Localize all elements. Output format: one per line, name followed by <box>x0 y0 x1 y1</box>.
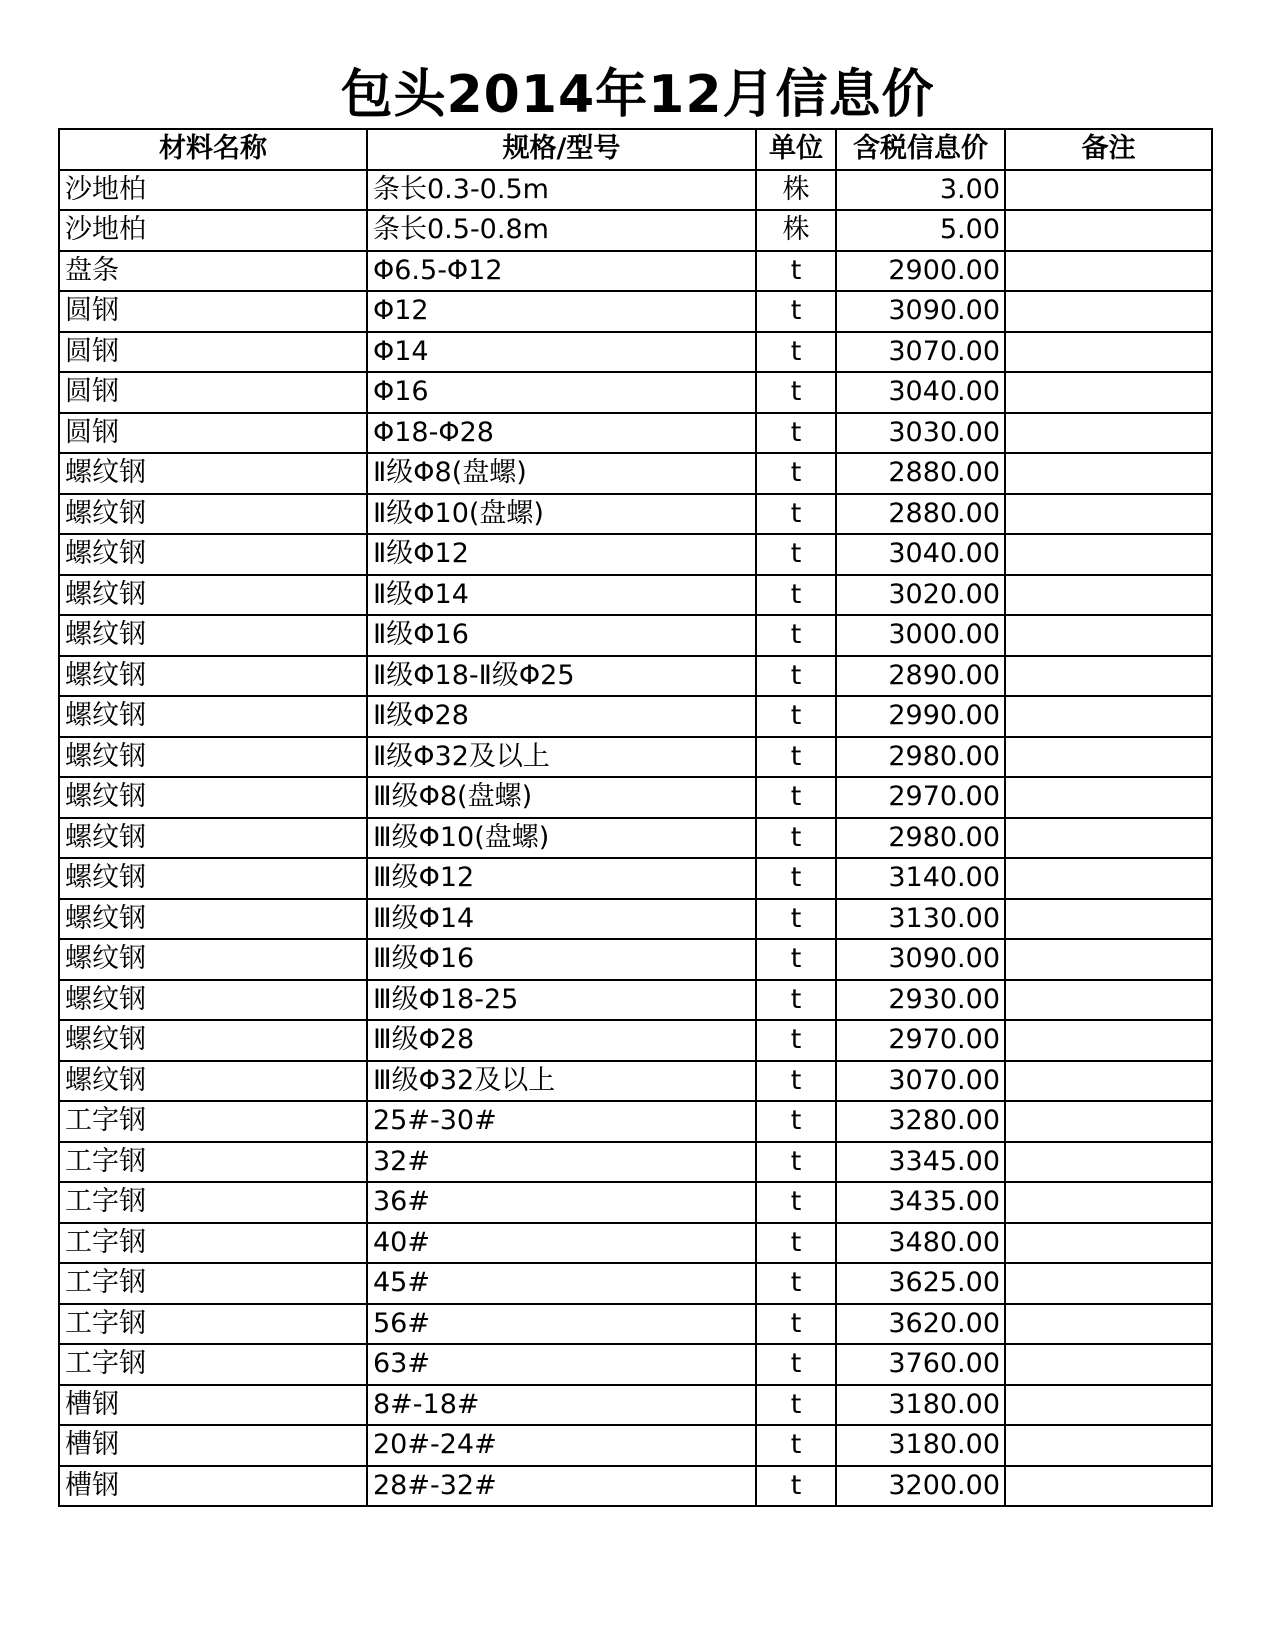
header-unit: 单位 <box>756 129 836 170</box>
cell-material-name: 工字钢 <box>59 1223 367 1264</box>
cell-price: 2900.00 <box>836 251 1005 292</box>
cell-unit: t <box>756 615 836 656</box>
cell-unit: t <box>756 656 836 697</box>
table-row <box>59 1466 1212 1507</box>
cell-unit: t <box>756 1425 836 1466</box>
cell-note <box>1005 737 1212 778</box>
table-row <box>59 291 1212 332</box>
cell-price: 3040.00 <box>836 534 1005 575</box>
cell-unit: t <box>756 251 836 292</box>
cell-note <box>1005 575 1212 616</box>
cell-material-name: 螺纹钢 <box>59 453 367 494</box>
cell-price: 5.00 <box>836 210 1005 251</box>
cell-spec-model: Ⅲ级Φ8(盘螺) <box>367 777 756 818</box>
cell-material-name: 圆钢 <box>59 291 367 332</box>
table-row <box>59 1304 1212 1345</box>
cell-material-name: 圆钢 <box>59 413 367 454</box>
cell-material-name: 沙地柏 <box>59 210 367 251</box>
cell-price: 3000.00 <box>836 615 1005 656</box>
cell-note <box>1005 170 1212 211</box>
cell-spec-model: 63# <box>367 1344 756 1385</box>
table-row <box>59 534 1212 575</box>
cell-note <box>1005 1101 1212 1142</box>
table-row <box>59 1344 1212 1385</box>
cell-note <box>1005 1020 1212 1061</box>
cell-unit: t <box>756 1466 836 1507</box>
cell-unit: t <box>756 291 836 332</box>
cell-unit: t <box>756 1263 836 1304</box>
cell-spec-model: Φ12 <box>367 291 756 332</box>
table-row <box>59 939 1212 980</box>
cell-price: 3435.00 <box>836 1182 1005 1223</box>
cell-material-name: 螺纹钢 <box>59 656 367 697</box>
cell-price: 3620.00 <box>836 1304 1005 1345</box>
cell-spec-model: 32# <box>367 1142 756 1183</box>
cell-price: 2890.00 <box>836 656 1005 697</box>
table-row <box>59 251 1212 292</box>
cell-note <box>1005 696 1212 737</box>
cell-spec-model: 40# <box>367 1223 756 1264</box>
table-row <box>59 575 1212 616</box>
cell-spec-model: Ⅲ级Φ10(盘螺) <box>367 818 756 859</box>
cell-spec-model: 条长0.3-0.5m <box>367 170 756 211</box>
cell-spec-model: Ⅱ级Φ18-Ⅱ级Φ25 <box>367 656 756 697</box>
cell-note <box>1005 1385 1212 1426</box>
cell-spec-model: Φ14 <box>367 332 756 373</box>
cell-unit: t <box>756 696 836 737</box>
table-row <box>59 372 1212 413</box>
cell-price: 3345.00 <box>836 1142 1005 1183</box>
cell-unit: t <box>756 858 836 899</box>
cell-price: 3090.00 <box>836 939 1005 980</box>
cell-note <box>1005 332 1212 373</box>
cell-price: 2970.00 <box>836 1020 1005 1061</box>
cell-price: 3040.00 <box>836 372 1005 413</box>
cell-unit: t <box>756 1061 836 1102</box>
table-row <box>59 818 1212 859</box>
cell-material-name: 螺纹钢 <box>59 737 367 778</box>
price-table <box>58 128 1213 1507</box>
cell-material-name: 工字钢 <box>59 1182 367 1223</box>
table-row <box>59 170 1212 211</box>
cell-spec-model: 28#-32# <box>367 1466 756 1507</box>
table-row <box>59 1223 1212 1264</box>
cell-spec-model: Ⅲ级Φ12 <box>367 858 756 899</box>
cell-material-name: 槽钢 <box>59 1466 367 1507</box>
cell-price: 2970.00 <box>836 777 1005 818</box>
cell-unit: t <box>756 575 836 616</box>
table-row <box>59 1263 1212 1304</box>
cell-unit: 株 <box>756 170 836 211</box>
page-title: 包头2014年12月信息价 <box>340 65 935 125</box>
cell-unit: t <box>756 1101 836 1142</box>
cell-material-name: 螺纹钢 <box>59 939 367 980</box>
cell-spec-model: Φ16 <box>367 372 756 413</box>
table-row <box>59 737 1212 778</box>
cell-note <box>1005 1263 1212 1304</box>
cell-note <box>1005 1344 1212 1385</box>
cell-note <box>1005 899 1212 940</box>
cell-material-name: 螺纹钢 <box>59 818 367 859</box>
cell-material-name: 螺纹钢 <box>59 858 367 899</box>
cell-spec-model: Ⅲ级Φ28 <box>367 1020 756 1061</box>
cell-spec-model: 56# <box>367 1304 756 1345</box>
cell-spec-model: Ⅱ级Φ28 <box>367 696 756 737</box>
cell-material-name: 螺纹钢 <box>59 899 367 940</box>
cell-price: 2980.00 <box>836 818 1005 859</box>
cell-note <box>1005 210 1212 251</box>
cell-note <box>1005 413 1212 454</box>
cell-note <box>1005 251 1212 292</box>
cell-note <box>1005 1304 1212 1345</box>
cell-spec-model: Ⅱ级Φ14 <box>367 575 756 616</box>
cell-note <box>1005 818 1212 859</box>
cell-material-name: 螺纹钢 <box>59 494 367 535</box>
cell-unit: t <box>756 737 836 778</box>
cell-unit: t <box>756 413 836 454</box>
cell-note <box>1005 939 1212 980</box>
cell-spec-model: Φ18-Φ28 <box>367 413 756 454</box>
cell-unit: t <box>756 494 836 535</box>
cell-price: 3020.00 <box>836 575 1005 616</box>
header-spec-model: 规格/型号 <box>367 129 756 170</box>
cell-material-name: 槽钢 <box>59 1425 367 1466</box>
cell-unit: t <box>756 939 836 980</box>
table-row <box>59 899 1212 940</box>
cell-spec-model: Φ6.5-Φ12 <box>367 251 756 292</box>
table-row <box>59 210 1212 251</box>
cell-note <box>1005 453 1212 494</box>
cell-spec-model: 8#-18# <box>367 1385 756 1426</box>
cell-material-name: 螺纹钢 <box>59 615 367 656</box>
cell-note <box>1005 1182 1212 1223</box>
cell-price: 3070.00 <box>836 1061 1005 1102</box>
cell-price: 3130.00 <box>836 899 1005 940</box>
cell-unit: t <box>756 899 836 940</box>
cell-price: 2930.00 <box>836 980 1005 1021</box>
cell-price: 3760.00 <box>836 1344 1005 1385</box>
table-row <box>59 615 1212 656</box>
cell-unit: t <box>756 1344 836 1385</box>
cell-material-name: 螺纹钢 <box>59 1020 367 1061</box>
cell-unit: t <box>756 1182 836 1223</box>
cell-price: 3.00 <box>836 170 1005 211</box>
cell-price: 3200.00 <box>836 1466 1005 1507</box>
cell-spec-model: Ⅲ级Φ32及以上 <box>367 1061 756 1102</box>
cell-price: 3625.00 <box>836 1263 1005 1304</box>
table-row <box>59 1101 1212 1142</box>
cell-spec-model: 25#-30# <box>367 1101 756 1142</box>
cell-material-name: 圆钢 <box>59 332 367 373</box>
header-note: 备注 <box>1005 129 1212 170</box>
cell-material-name: 工字钢 <box>59 1344 367 1385</box>
cell-spec-model: Ⅲ级Φ18-25 <box>367 980 756 1021</box>
cell-note <box>1005 372 1212 413</box>
cell-note <box>1005 1466 1212 1507</box>
cell-unit: 株 <box>756 210 836 251</box>
table-row <box>59 696 1212 737</box>
table-header-row <box>59 129 1212 170</box>
table-row <box>59 413 1212 454</box>
cell-material-name: 工字钢 <box>59 1304 367 1345</box>
cell-spec-model: Ⅱ级Φ16 <box>367 615 756 656</box>
table-row <box>59 980 1212 1021</box>
cell-note <box>1005 1142 1212 1183</box>
cell-spec-model: Ⅱ级Φ12 <box>367 534 756 575</box>
cell-material-name: 工字钢 <box>59 1142 367 1183</box>
table-body <box>59 170 1212 1507</box>
table-row <box>59 1142 1212 1183</box>
cell-unit: t <box>756 1020 836 1061</box>
cell-price: 3090.00 <box>836 291 1005 332</box>
cell-note <box>1005 858 1212 899</box>
cell-material-name: 螺纹钢 <box>59 980 367 1021</box>
cell-price: 2980.00 <box>836 737 1005 778</box>
cell-material-name: 槽钢 <box>59 1385 367 1426</box>
table-row <box>59 858 1212 899</box>
cell-material-name: 螺纹钢 <box>59 696 367 737</box>
cell-price: 2880.00 <box>836 494 1005 535</box>
cell-spec-model: Ⅲ级Φ16 <box>367 939 756 980</box>
cell-unit: t <box>756 332 836 373</box>
cell-spec-model: Ⅱ级Φ8(盘螺) <box>367 453 756 494</box>
cell-unit: t <box>756 1223 836 1264</box>
table-row <box>59 1061 1212 1102</box>
cell-price: 3480.00 <box>836 1223 1005 1264</box>
cell-note <box>1005 1223 1212 1264</box>
cell-unit: t <box>756 818 836 859</box>
cell-price: 2880.00 <box>836 453 1005 494</box>
cell-note <box>1005 291 1212 332</box>
cell-unit: t <box>756 777 836 818</box>
cell-unit: t <box>756 372 836 413</box>
cell-unit: t <box>756 1385 836 1426</box>
cell-spec-model: 条长0.5-0.8m <box>367 210 756 251</box>
cell-unit: t <box>756 1142 836 1183</box>
cell-material-name: 螺纹钢 <box>59 534 367 575</box>
cell-unit: t <box>756 1304 836 1345</box>
cell-material-name: 工字钢 <box>59 1101 367 1142</box>
cell-price: 3140.00 <box>836 858 1005 899</box>
cell-material-name: 沙地柏 <box>59 170 367 211</box>
table-row <box>59 1182 1212 1223</box>
cell-unit: t <box>756 980 836 1021</box>
cell-material-name: 圆钢 <box>59 372 367 413</box>
table-row <box>59 332 1212 373</box>
cell-note <box>1005 1425 1212 1466</box>
table-row <box>59 656 1212 697</box>
cell-note <box>1005 980 1212 1021</box>
cell-spec-model: 36# <box>367 1182 756 1223</box>
cell-note <box>1005 494 1212 535</box>
table-row <box>59 1020 1212 1061</box>
cell-spec-model: Ⅱ级Φ32及以上 <box>367 737 756 778</box>
cell-note <box>1005 777 1212 818</box>
cell-unit: t <box>756 453 836 494</box>
table-row <box>59 777 1212 818</box>
cell-price: 3030.00 <box>836 413 1005 454</box>
cell-note <box>1005 1061 1212 1102</box>
cell-spec-model: Ⅱ级Φ10(盘螺) <box>367 494 756 535</box>
cell-material-name: 螺纹钢 <box>59 1061 367 1102</box>
cell-spec-model: 45# <box>367 1263 756 1304</box>
cell-price: 3180.00 <box>836 1425 1005 1466</box>
cell-note <box>1005 656 1212 697</box>
cell-price: 2990.00 <box>836 696 1005 737</box>
cell-material-name: 螺纹钢 <box>59 777 367 818</box>
cell-material-name: 工字钢 <box>59 1263 367 1304</box>
cell-price: 3070.00 <box>836 332 1005 373</box>
table-row <box>59 1425 1212 1466</box>
table-row <box>59 1385 1212 1426</box>
cell-spec-model: 20#-24# <box>367 1425 756 1466</box>
cell-note <box>1005 615 1212 656</box>
cell-material-name: 螺纹钢 <box>59 575 367 616</box>
cell-price: 3280.00 <box>836 1101 1005 1142</box>
header-tax-inclusive-price: 含税信息价 <box>836 129 1005 170</box>
table-row <box>59 453 1212 494</box>
cell-spec-model: Ⅲ级Φ14 <box>367 899 756 940</box>
cell-material-name: 盘条 <box>59 251 367 292</box>
cell-unit: t <box>756 534 836 575</box>
table-row <box>59 494 1212 535</box>
cell-note <box>1005 534 1212 575</box>
header-material-name: 材料名称 <box>59 129 367 170</box>
cell-price: 3180.00 <box>836 1385 1005 1426</box>
